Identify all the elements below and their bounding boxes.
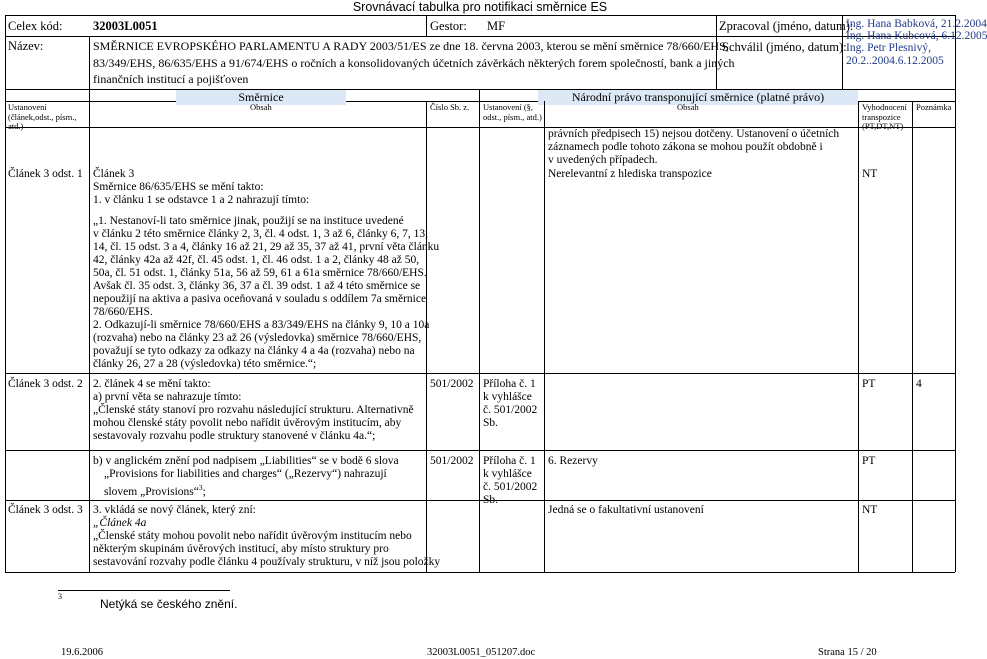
row1-quote-7: nepoužijí na aktiva a pasiva oceňovaná v souladu s oddílem 7a směrnice	[93, 293, 427, 305]
row2-obsah-line-2: a) první věta se nahrazuje tímto:	[93, 391, 242, 403]
celex-row-divider	[5, 36, 955, 37]
document-title: Srovnávací tabulka pro notifikaci směrnice ES	[352, 0, 608, 14]
schvalil-value-1: Ing. Petr Plesnivý,	[846, 42, 931, 54]
row2-obsah-line-4: mohou členské státy povolit nebo nařídit úvěrovým institucím, aby	[93, 417, 402, 429]
section-smernice: Směrnice	[176, 90, 346, 105]
row2-poznamka: 4	[916, 378, 922, 390]
row3-ust-nat-1: Příloha č. 1	[483, 455, 536, 467]
schvalil-label: Schválil (jméno, datum):	[722, 40, 847, 54]
header-value-line	[842, 15, 843, 89]
footnote-text: Netýká se českého znění.	[100, 597, 238, 611]
row4-national: Jedná se o fakultativní ustanovení	[548, 504, 704, 516]
col-header-ustanoveni: Ustanovení (článek,odst., písm., atd.)	[8, 102, 77, 131]
row2-bottom-border	[5, 450, 955, 451]
col-line-4	[544, 101, 545, 572]
footnote-ref: 3	[198, 483, 203, 492]
row1-bottom-border	[5, 373, 955, 374]
nazev-line-3: finančních institucí a pojišťoven	[93, 72, 249, 86]
col-line-2	[426, 101, 427, 572]
row3-ust-nat-3: č. 501/2002	[483, 481, 538, 493]
row3-obsah-line-3b: ;	[202, 485, 206, 498]
nazev-line-2: 83/349/EHS, 86/635/EHS a 91/674/EHS o ročních a konsolidovaných účetních závěrkách některých forem společností, bank a jiných	[93, 56, 735, 70]
row1-quote-5: 50a, čl. 51 odst. 1, články 51a, 56 až 59, 61 a 61a směrnice 78/660/EHS.	[93, 267, 427, 279]
row4-ustanoveni: Článek 3 odst. 3	[8, 504, 83, 516]
row1-quote-3: 14, čl. 15 odst. 3 a 4, články 16 až 21, 29 až 35, 37 až 41, první věta článku	[93, 241, 440, 253]
col-line-6	[912, 101, 913, 572]
col-header-obsah-nat: Obsah	[677, 102, 699, 112]
row1-quote-10: (rozvaha) nebo na články 23 až 26 (výsledovka) směrnice 78/660/EHS,	[93, 332, 422, 344]
row1-quote-11: považují se tyto odkazy za odkazy na články 4 a 4a (rozvaha) nebo na	[93, 345, 415, 357]
col-header-poznamka: Poznámka	[916, 102, 952, 112]
section-narodni-pravo: Národní právo transponující směrnice (platné právo)	[538, 90, 858, 105]
row1-quote-4: 42, články 42a až 42f, čl. 45 odst. 1, čl. 46 odst. 1 a 2, články 48 až 50,	[93, 254, 420, 266]
row3-obsah-line-3	[104, 481, 206, 499]
row3-obsah-line-3a: slovem „Provisions“	[104, 485, 199, 498]
col-line-right	[955, 15, 956, 572]
row1-obsah-line-2: Směrnice 86/635/EHS se mění takto:	[93, 181, 264, 193]
row4-obsah-line-4: některým skupinám úvěrových institucí, aby místo struktury pro	[93, 543, 389, 555]
row3-cislo: 501/2002	[430, 455, 474, 467]
row3-bottom-border	[5, 500, 955, 501]
row4-vyhodnoceni: NT	[862, 504, 878, 516]
gestor-label: Gestor:	[430, 19, 467, 33]
row2-ust-nat-4: Sb.	[483, 417, 499, 429]
row1-vyhodnoceni: NT	[862, 168, 878, 180]
row4-obsah-line-1: 3. vkládá se nový článek, který zní:	[93, 504, 256, 516]
footnote-separator	[58, 590, 230, 591]
row3-ust-nat-4: Sb.	[483, 494, 499, 506]
row4-obsah-line-5: sestavování rozvahy podle článku 4 používaly strukturu, v níž jsou položky	[93, 556, 441, 568]
row1-quote-9: 2. Odkazují-li směrnice 78/660/EHS a 83/349/EHS na články 9, 10 a 10a	[93, 319, 430, 331]
header-zpracoval-line	[716, 15, 717, 89]
col-line-left	[5, 15, 6, 572]
row2-ust-nat-2: k vyhlášce	[483, 391, 532, 403]
nazev-line-1: SMĚRNICE EVROPSKÉHO PARLAMENTU A RADY 2003/51/ES ze dne 18. června 2003, kterou se mění směrnice 78/660/EHS,	[93, 39, 729, 53]
zpracoval-value-1: Ing. Hana Babková, 21.2.2004	[846, 18, 987, 30]
row2-ust-nat-3: č. 501/2002	[483, 404, 538, 416]
row2-obsah-line-3: „Členské státy stanoví pro rozvahu následující strukturu. Alternativně	[93, 404, 414, 416]
schvalil-value-2: 20.2..2004.6.12.2005	[846, 55, 944, 67]
col-header-ustanoveni-nat: Ustanovení (§, odst., písm., atd.)	[483, 102, 542, 122]
row1-national: Nerelevantní z hlediska transpozice	[548, 168, 712, 180]
row1-obsah-line-1: Článek 3	[93, 168, 135, 180]
row2-vyhodnoceni: PT	[862, 378, 876, 390]
carry-over-line-3: v uvedených případech.	[548, 154, 658, 166]
celex-value: 32003L0051	[93, 19, 158, 33]
footer-page: Strana 15 / 20	[818, 647, 877, 658]
row2-ust-nat-1: Příloha č. 1	[483, 378, 536, 390]
table-bottom-border	[5, 572, 955, 573]
carry-over-line-2: záznamech podle tohoto zákona se mohou použít obdobně i	[548, 141, 823, 153]
row3-obsah-line-1: b) v anglickém znění pod nadpisem „Liabilities“ se v bodě 6 slova	[93, 455, 399, 467]
row3-obsah-line-2: „Provisions for liabilities and charges“ („Rezervy“) nahrazují	[104, 468, 387, 480]
row2-cislo: 501/2002	[430, 378, 474, 390]
row2-obsah-line-1: 2. článek 4 se mění takto:	[93, 378, 211, 390]
col-line-5	[858, 101, 859, 572]
row3-vyhodnoceni: PT	[862, 455, 876, 467]
row2-obsah-line-5: sestavovaly rozvahu podle struktury stanovené v článku 4a.“;	[93, 430, 376, 442]
row3-ust-nat-2: k vyhlášce	[483, 468, 532, 480]
header-gestor-line	[426, 15, 427, 36]
footer-file: 32003L0051_051207.doc	[427, 647, 536, 658]
carry-over-line-1: právních předpisech 15) nejsou dotčeny. Ustanovení o účetních	[548, 128, 840, 140]
footer-date: 19.6.2006	[61, 647, 103, 658]
row1-quote-1: „1. Nestanoví-li tato směrnice jinak, použijí se na instituce uvedené	[93, 215, 404, 227]
col-header-vyhodnoceni: Vyhodnocení transpozice (PT,DT,NT)	[862, 102, 907, 131]
zpracoval-label: Zpracoval (jméno, datum):	[719, 19, 854, 33]
row1-quote-2: v článku 2 této směrnice články 2, 3, čl. 4 odst. 1, 3 až 6, články 6, 7, 13,	[93, 228, 429, 240]
col-header-cislo: Číslo Sb. z.	[430, 102, 470, 112]
col-line-1	[89, 36, 90, 572]
row3-national: 6. Rezervy	[548, 455, 598, 467]
footnote-number: 3	[58, 592, 62, 601]
row2-ustanoveni: Článek 3 odst. 2	[8, 378, 83, 390]
row1-quote-6: Avšak čl. 35 odst. 3, články 36, 37 a čl. 39 odst. 1 až 4 této směrnice se	[93, 280, 421, 292]
zpracoval-value-2: Ing. Hana Kubcová, 6.12.2005	[846, 30, 987, 42]
header-top-border	[5, 15, 955, 16]
row1-quote-8: 78/660/EHS.	[93, 306, 153, 318]
celex-label: Celex kód:	[8, 19, 63, 33]
row1-quote-12: články 26, 27 a 28 (výsledovka) této směrnice.“;	[93, 358, 317, 370]
col-header-obsah: Obsah	[250, 102, 272, 112]
row1-obsah-line-3: 1. v článku 1 se odstavce 1 a 2 nahrazují tímto:	[93, 194, 310, 206]
nazev-label: Název:	[8, 39, 44, 53]
gestor-value: MF	[487, 19, 506, 33]
row1-ustanoveni: Článek 3 odst. 1	[8, 168, 83, 180]
row4-obsah-line-2: „Článek 4a	[93, 517, 147, 529]
row4-obsah-line-3: „Členské státy mohou povolit nebo nařídit úvěrovým institucím nebo	[93, 530, 412, 542]
col-line-3	[479, 89, 480, 572]
